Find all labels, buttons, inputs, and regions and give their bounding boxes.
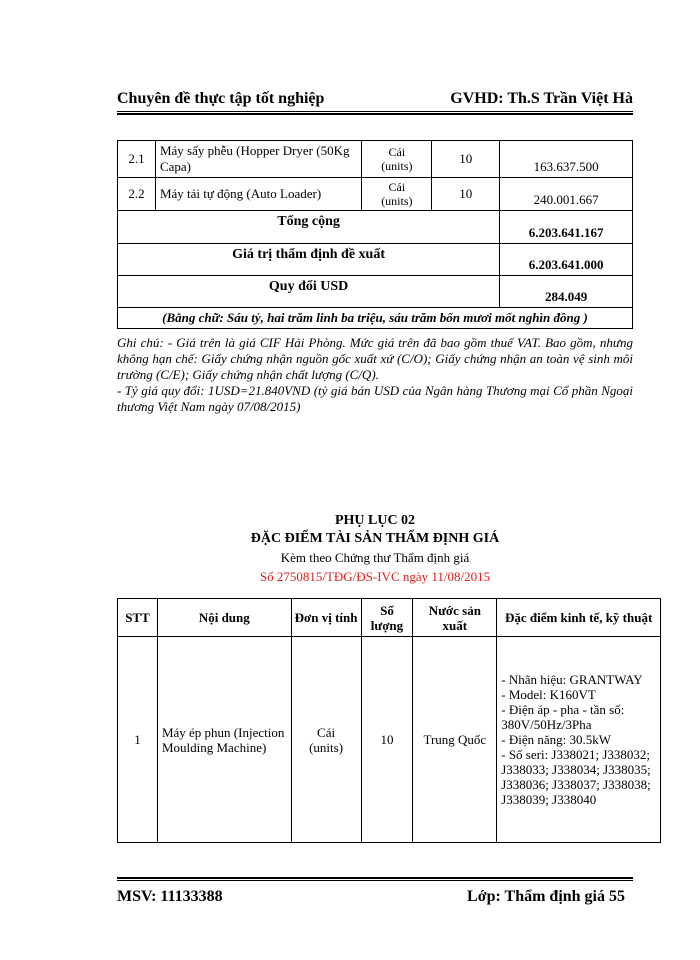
valuation-summary-table: [117, 140, 633, 329]
usd-value: 284.049: [500, 276, 633, 308]
row-number: 2.2: [118, 178, 156, 211]
usd-row: [118, 276, 633, 308]
spec-line: - Điện năng: 30.5kW: [501, 732, 611, 747]
item-unit: Cái (units): [362, 141, 432, 178]
column-header: Số lượng: [361, 599, 413, 637]
appendix-label: PHỤ LỤC 02: [334, 513, 416, 528]
footer-divider: [117, 877, 633, 881]
asset-characteristics-table: [117, 598, 661, 843]
column-header: Nội dung: [157, 599, 291, 637]
appendix-heading: [117, 512, 633, 548]
appendix-title: ĐẶC ĐIỂM TÀI SẢN THẨM ĐỊNH GIÁ: [250, 531, 500, 546]
item-name: Máy sấy phễu (Hopper Dryer (50Kg Capa): [155, 141, 361, 178]
item-name: Máy tải tự động (Auto Loader): [155, 178, 361, 211]
row-number: 2.1: [118, 141, 156, 178]
item-unit: Cái (units): [362, 178, 432, 211]
table-header-row: [118, 599, 661, 637]
proposed-row: [118, 244, 633, 276]
appendix-subtitle: Kèm theo Chứng thư Thẩm định giá: [280, 550, 470, 565]
table-row: [118, 637, 661, 843]
note-block: [117, 335, 633, 415]
note-text: Ghi chú: - Giá trên là giá CIF Hải Phòng. Mức giá trên đã bao gồm thuế VAT. Bao gồm, nhưng không hạn chế: Giấy chứng nhận nguồn gốc xuất xứ (C/O); Giấy chứng nhận an toàn vệ sinh môi trường (C/E); Giấy chứng nhận chất lượng (C/Q).: [117, 335, 633, 382]
column-header: STT: [118, 599, 158, 637]
header-divider: [117, 111, 633, 115]
total-value: 6.203.641.167: [500, 211, 633, 244]
table-row: [118, 178, 633, 211]
total-row: [118, 211, 633, 244]
header-supervisor: GVHD: Th.S Trần Việt Hà: [450, 90, 633, 107]
column-header: Nước sản xuất: [413, 599, 497, 637]
note-exchange-rate: - Tỷ giá quy đổi: 1USD=21.840VND (tỷ giá bán USD của Ngân hàng Thương mại Cổ phần Ngoại thương Việt Nam ngày 07/08/2015): [117, 383, 633, 414]
table-row: [118, 141, 633, 178]
proposed-value: 6.203.641.000: [500, 244, 633, 276]
spec-line: - Model: K160VT: [501, 687, 596, 702]
footer-student-id: MSV: 11133388: [117, 888, 223, 905]
appendix-reference: Số 2750815/TĐG/ĐS-IVC ngày 11/08/2015: [259, 569, 491, 584]
proposed-label: Giá trị thẩm định đề xuất: [118, 244, 500, 276]
row-specs: [497, 637, 661, 843]
header-title: Chuyên đề thực tập tốt nghiệp: [117, 90, 325, 107]
item-quantity: 10: [432, 178, 500, 211]
in-words-row: [118, 308, 633, 329]
row-stt: 1: [118, 637, 158, 843]
spec-line: - Nhãn hiệu: GRANTWAY: [501, 672, 643, 687]
row-country: Trung Quốc: [413, 637, 497, 843]
column-header: Đơn vị tính: [291, 599, 361, 637]
row-quantity: 10: [361, 637, 413, 843]
footer-class: Lớp: Thẩm định giá 55: [467, 888, 625, 905]
column-header: Đặc điểm kinh tế, kỹ thuật: [497, 599, 661, 637]
spec-line: - Điện áp - pha - tần số: 380V/50Hz/3Pha: [501, 702, 625, 732]
row-content: Máy ép phun (Injection Moulding Machine): [157, 637, 291, 843]
item-amount: 163.637.500: [500, 141, 633, 178]
item-amount: 240.001.667: [500, 178, 633, 211]
usd-label: Quy đổi USD: [118, 276, 500, 308]
spec-line: - Số seri: J338021; J338032; J338033; J338034; J338035; J338036; J338037; J338038; J338039; J338040: [501, 747, 651, 807]
total-label: Tổng cộng: [118, 211, 500, 244]
amount-in-words: (Bằng chữ: Sáu tỷ, hai trăm linh ba triệu, sáu trăm bốn mươi mốt nghìn đồng ): [118, 308, 633, 329]
item-quantity: 10: [432, 141, 500, 178]
row-unit: Cái (units): [291, 637, 361, 843]
